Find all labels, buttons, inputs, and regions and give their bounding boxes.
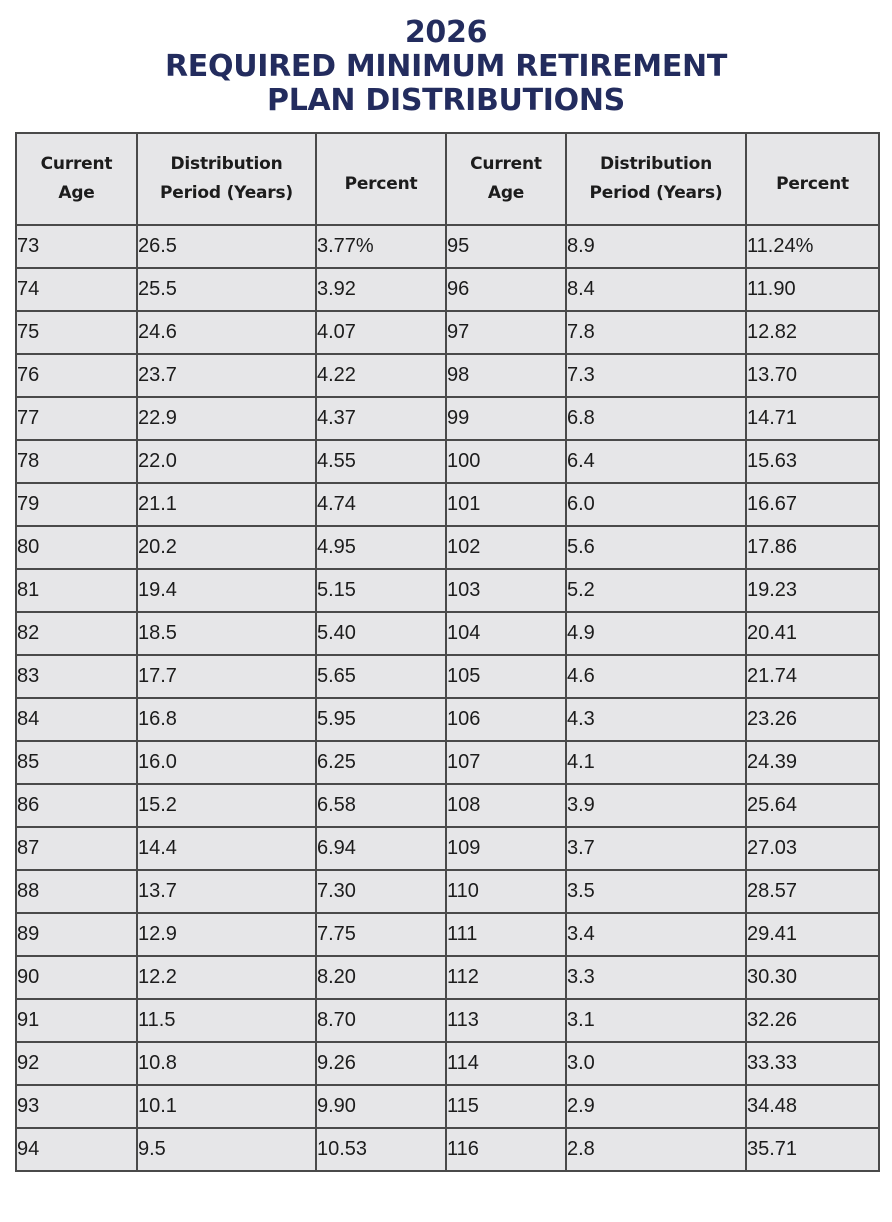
- cell-percent-2: 20.41: [746, 612, 879, 655]
- cell-current-age-2: 115: [446, 1085, 566, 1128]
- cell-distribution-period: 11.5: [137, 999, 316, 1042]
- cell-current-age: 88: [16, 870, 137, 913]
- cell-current-age: 90: [16, 956, 137, 999]
- table-row: [16, 569, 879, 612]
- table-header: [16, 133, 879, 225]
- cell-current-age-2: 102: [446, 526, 566, 569]
- cell-current-age-2: 100: [446, 440, 566, 483]
- cell-distribution-period-2: 3.5: [566, 870, 746, 913]
- cell-percent: 4.07: [316, 311, 446, 354]
- table-row: [16, 870, 879, 913]
- cell-percent-2: 24.39: [746, 741, 879, 784]
- cell-distribution-period-2: 3.7: [566, 827, 746, 870]
- table-row: [16, 354, 879, 397]
- cell-distribution-period-2: 2.9: [566, 1085, 746, 1128]
- cell-percent: 5.95: [316, 698, 446, 741]
- cell-current-age-2: 106: [446, 698, 566, 741]
- cell-current-age-2: 116: [446, 1128, 566, 1171]
- cell-current-age: 80: [16, 526, 137, 569]
- cell-percent-2: 15.63: [746, 440, 879, 483]
- cell-percent: 10.53: [316, 1128, 446, 1171]
- cell-current-age: 87: [16, 827, 137, 870]
- header-distribution-period: [137, 133, 316, 225]
- title-line-2: REQUIRED MINIMUM RETIREMENT: [165, 49, 727, 84]
- cell-distribution-period-2: 6.8: [566, 397, 746, 440]
- cell-percent: 6.94: [316, 827, 446, 870]
- table-row: [16, 225, 879, 268]
- cell-percent: 4.37: [316, 397, 446, 440]
- cell-percent-2: 28.57: [746, 870, 879, 913]
- table-row: [16, 784, 879, 827]
- cell-distribution-period-2: 5.2: [566, 569, 746, 612]
- cell-current-age-2: 107: [446, 741, 566, 784]
- cell-percent-2: 13.70: [746, 354, 879, 397]
- cell-current-age: 89: [16, 913, 137, 956]
- cell-distribution-period-2: 6.0: [566, 483, 746, 526]
- table-row: [16, 913, 879, 956]
- cell-distribution-period: 10.1: [137, 1085, 316, 1128]
- table-row: [16, 827, 879, 870]
- cell-percent: 5.40: [316, 612, 446, 655]
- header-distribution-period-2-line-2: Period (Years): [589, 183, 723, 203]
- cell-percent-2: 33.33: [746, 1042, 879, 1085]
- cell-distribution-period: 21.1: [137, 483, 316, 526]
- cell-percent-2: 11.24%: [746, 225, 879, 268]
- cell-percent-2: 14.71: [746, 397, 879, 440]
- cell-percent: 3.92: [316, 268, 446, 311]
- cell-distribution-period-2: 4.3: [566, 698, 746, 741]
- cell-distribution-period-2: 3.1: [566, 999, 746, 1042]
- cell-distribution-period: 25.5: [137, 268, 316, 311]
- header-percent-2: Percent: [746, 133, 879, 225]
- cell-distribution-period: 15.2: [137, 784, 316, 827]
- header-distribution-period-line-2: Period (Years): [160, 183, 293, 203]
- cell-distribution-period-2: 5.6: [566, 526, 746, 569]
- title-year: 2026: [404, 15, 488, 50]
- cell-current-age-2: 104: [446, 612, 566, 655]
- rmd-table: [15, 132, 880, 1172]
- table-row: [16, 440, 879, 483]
- cell-current-age: 81: [16, 569, 137, 612]
- cell-distribution-period: 12.9: [137, 913, 316, 956]
- cell-current-age: 75: [16, 311, 137, 354]
- cell-current-age: 94: [16, 1128, 137, 1171]
- cell-current-age: 93: [16, 1085, 137, 1128]
- table-row: [16, 698, 879, 741]
- cell-percent-2: 17.86: [746, 526, 879, 569]
- cell-distribution-period-2: 3.4: [566, 913, 746, 956]
- table-row: [16, 741, 879, 784]
- cell-current-age: 78: [16, 440, 137, 483]
- cell-distribution-period: 19.4: [137, 569, 316, 612]
- cell-distribution-period-2: 8.4: [566, 268, 746, 311]
- header-distribution-period-2: [566, 133, 746, 225]
- cell-percent-2: 12.82: [746, 311, 879, 354]
- table-row: [16, 999, 879, 1042]
- cell-percent: 6.25: [316, 741, 446, 784]
- cell-distribution-period: 12.2: [137, 956, 316, 999]
- cell-distribution-period-2: 8.9: [566, 225, 746, 268]
- cell-current-age-2: 111: [446, 913, 566, 956]
- cell-percent: 9.90: [316, 1085, 446, 1128]
- cell-current-age-2: 95: [446, 225, 566, 268]
- cell-distribution-period: 20.2: [137, 526, 316, 569]
- table-row: [16, 956, 879, 999]
- header-percent: Percent: [316, 133, 446, 225]
- header-row: [16, 133, 879, 225]
- cell-current-age-2: 99: [446, 397, 566, 440]
- cell-distribution-period: 22.0: [137, 440, 316, 483]
- cell-percent-2: 27.03: [746, 827, 879, 870]
- cell-distribution-period: 17.7: [137, 655, 316, 698]
- cell-distribution-period-2: 2.8: [566, 1128, 746, 1171]
- cell-percent-2: 30.30: [746, 956, 879, 999]
- table-row: [16, 1128, 879, 1171]
- cell-current-age: 73: [16, 225, 137, 268]
- cell-current-age: 85: [16, 741, 137, 784]
- cell-current-age: 82: [16, 612, 137, 655]
- cell-current-age: 83: [16, 655, 137, 698]
- table-row: [16, 397, 879, 440]
- header-current-age-line-2: Age: [58, 183, 95, 203]
- table-row: [16, 1042, 879, 1085]
- cell-percent: 9.26: [316, 1042, 446, 1085]
- cell-current-age-2: 108: [446, 784, 566, 827]
- table-body: [16, 225, 879, 1171]
- cell-current-age: 76: [16, 354, 137, 397]
- title-line-3: PLAN DISTRIBUTIONS: [267, 83, 625, 118]
- table-row: [16, 1085, 879, 1128]
- cell-distribution-period: 9.5: [137, 1128, 316, 1171]
- cell-distribution-period: 10.8: [137, 1042, 316, 1085]
- table-row: [16, 655, 879, 698]
- header-current-age: [16, 133, 137, 225]
- cell-distribution-period-2: 4.9: [566, 612, 746, 655]
- cell-percent: 4.22: [316, 354, 446, 397]
- cell-current-age-2: 101: [446, 483, 566, 526]
- cell-current-age: 77: [16, 397, 137, 440]
- cell-percent: 7.75: [316, 913, 446, 956]
- cell-distribution-period-2: 7.3: [566, 354, 746, 397]
- cell-percent: 8.20: [316, 956, 446, 999]
- header-current-age-line-1: Current: [40, 154, 113, 174]
- cell-distribution-period-2: 4.6: [566, 655, 746, 698]
- cell-percent-2: 35.71: [746, 1128, 879, 1171]
- table-row: [16, 268, 879, 311]
- cell-distribution-period-2: 3.0: [566, 1042, 746, 1085]
- cell-distribution-period: 16.0: [137, 741, 316, 784]
- cell-percent: 5.65: [316, 655, 446, 698]
- cell-percent: 6.58: [316, 784, 446, 827]
- cell-percent-2: 25.64: [746, 784, 879, 827]
- cell-current-age: 86: [16, 784, 137, 827]
- cell-percent-2: 11.90: [746, 268, 879, 311]
- header-distribution-period-line-1: Distribution: [170, 154, 283, 174]
- cell-distribution-period-2: 6.4: [566, 440, 746, 483]
- cell-percent-2: 16.67: [746, 483, 879, 526]
- cell-current-age-2: 113: [446, 999, 566, 1042]
- cell-percent: 4.95: [316, 526, 446, 569]
- cell-current-age-2: 96: [446, 268, 566, 311]
- cell-percent: 3.77%: [316, 225, 446, 268]
- cell-percent: 4.55: [316, 440, 446, 483]
- cell-current-age-2: 98: [446, 354, 566, 397]
- cell-percent-2: 29.41: [746, 913, 879, 956]
- table-row: [16, 483, 879, 526]
- cell-current-age-2: 114: [446, 1042, 566, 1085]
- header-distribution-period-2-line-1: Distribution: [599, 154, 712, 174]
- cell-current-age-2: 110: [446, 870, 566, 913]
- cell-percent: 7.30: [316, 870, 446, 913]
- cell-distribution-period: 16.8: [137, 698, 316, 741]
- cell-percent-2: 23.26: [746, 698, 879, 741]
- cell-distribution-period: 24.6: [137, 311, 316, 354]
- header-current-age-2-line-1: Current: [470, 154, 542, 174]
- cell-distribution-period: 26.5: [137, 225, 316, 268]
- cell-percent-2: 32.26: [746, 999, 879, 1042]
- header-current-age-2: [446, 133, 566, 225]
- cell-percent: 4.74: [316, 483, 446, 526]
- cell-current-age: 74: [16, 268, 137, 311]
- cell-percent: 5.15: [316, 569, 446, 612]
- cell-distribution-period-2: 4.1: [566, 741, 746, 784]
- cell-current-age: 79: [16, 483, 137, 526]
- page-title: [0, 16, 892, 118]
- cell-current-age: 84: [16, 698, 137, 741]
- cell-distribution-period: 18.5: [137, 612, 316, 655]
- cell-distribution-period-2: 3.3: [566, 956, 746, 999]
- cell-current-age-2: 112: [446, 956, 566, 999]
- table-row: [16, 526, 879, 569]
- cell-distribution-period-2: 7.8: [566, 311, 746, 354]
- cell-current-age-2: 97: [446, 311, 566, 354]
- table-row: [16, 311, 879, 354]
- cell-distribution-period: 14.4: [137, 827, 316, 870]
- cell-current-age-2: 105: [446, 655, 566, 698]
- cell-current-age: 91: [16, 999, 137, 1042]
- cell-percent-2: 34.48: [746, 1085, 879, 1128]
- cell-distribution-period: 22.9: [137, 397, 316, 440]
- cell-percent: 8.70: [316, 999, 446, 1042]
- cell-percent-2: 19.23: [746, 569, 879, 612]
- cell-current-age-2: 103: [446, 569, 566, 612]
- cell-current-age: 92: [16, 1042, 137, 1085]
- cell-current-age-2: 109: [446, 827, 566, 870]
- table-row: [16, 612, 879, 655]
- cell-distribution-period-2: 3.9: [566, 784, 746, 827]
- cell-distribution-period: 13.7: [137, 870, 316, 913]
- cell-distribution-period: 23.7: [137, 354, 316, 397]
- cell-percent-2: 21.74: [746, 655, 879, 698]
- header-current-age-2-line-2: Age: [487, 183, 525, 203]
